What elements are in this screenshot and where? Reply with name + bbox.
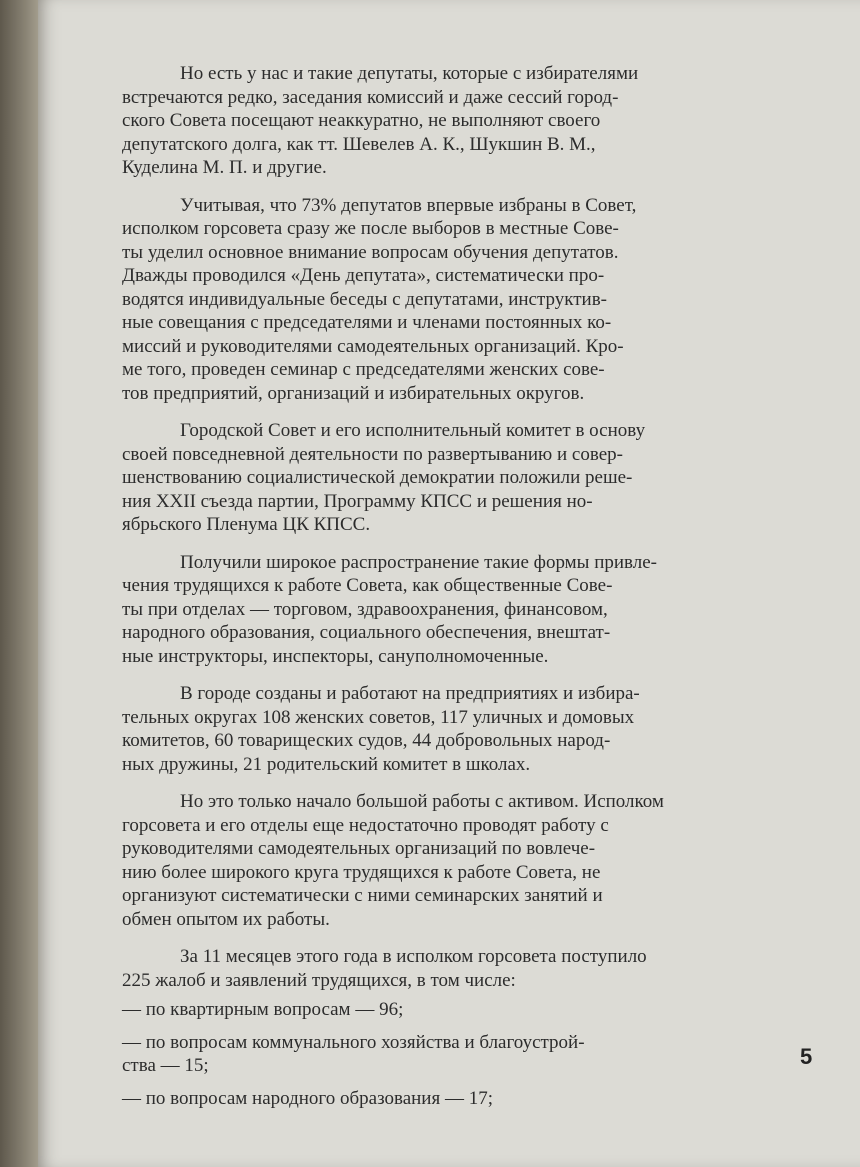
text-line: народного образования, социального обеспечения, внештат- — [122, 622, 611, 643]
text-line: — по квартирным вопросам — 96; — [122, 999, 404, 1020]
text-line: тов предприятий, организаций и избирательных округов. — [122, 382, 585, 404]
text-line: шенствованию социалистической демократии положили реше- — [122, 467, 633, 488]
text-line: руководителями самодеятельных организаций по вовлече- — [122, 838, 596, 859]
text-line: ства — 15; — [122, 1055, 209, 1076]
text-line: ные совещания с председателями и членами постоянных ко- — [122, 312, 612, 333]
text-line: ябрьского Пленума ЦК КПСС. — [122, 514, 371, 535]
text-line: ты уделил основное внимание вопросам обучения депутатов. — [122, 241, 619, 263]
complaints-list — [122, 998, 812, 1110]
paragraph — [122, 62, 812, 180]
text-line: — по вопросам коммунального хозяйства и благоустрой- — [122, 1031, 585, 1053]
text-line: Получили широкое распространение такие формы привле- — [180, 551, 657, 573]
text-line: депутатского долга, как тт. Шевелев А. К., Шукшин В. М., — [122, 133, 596, 155]
text-line: Дважды проводился «День депутата», систематически про- — [122, 265, 605, 286]
text-line: ского Совета посещают неаккуратно, не выполняют своего — [122, 110, 601, 131]
text-line: тельных округах 108 женских советов, 117 уличных и домовых — [122, 706, 635, 728]
text-line: водятся индивидуальные беседы с депутатами, инструктив- — [122, 288, 607, 310]
text-line: исполком горсовета сразу же после выборов в местные Сове- — [122, 218, 619, 239]
list-item — [122, 1031, 812, 1078]
text-line: Куделина М. П. и другие. — [122, 157, 327, 178]
paragraph — [122, 419, 812, 537]
text-line: В городе созданы и работают на предприятиях и избира- — [180, 683, 640, 704]
text-line: обмен опытом их работы. — [122, 908, 330, 930]
text-line: ных дружины, 21 родительский комитет в школах. — [122, 753, 531, 775]
book-spine-shadow — [0, 0, 38, 1167]
text-line: комитетов, 60 товарищеских судов, 44 добровольных народ- — [122, 730, 611, 751]
text-line: За 11 месяцев этого года в исполком горсовета поступило — [180, 946, 647, 967]
page-number: 5 — [800, 1044, 813, 1069]
text-line: миссий и руководителями самодеятельных организаций. Кро- — [122, 335, 624, 357]
text-line: чения трудящихся к работе Совета, как общественные Сове- — [122, 575, 613, 596]
text-line: ты при отделах — торговом, здравоохранения, финансовом, — [122, 598, 608, 620]
paragraph — [122, 551, 812, 669]
text-line: ме того, проведен семинар с председателями женских сове- — [122, 359, 605, 380]
text-line: Городской Совет и его исполнительный комитет в основу — [180, 420, 646, 441]
text-line: встречаются редко, заседания комиссий и даже сессий город- — [122, 86, 619, 108]
text-line: Но есть у нас и такие депутаты, которые с избирателями — [180, 63, 639, 84]
list-item — [122, 998, 812, 1022]
book-page — [38, 0, 860, 1167]
text-line: организуют систематически с ними семинарских занятий и — [122, 885, 603, 906]
paragraph — [122, 682, 812, 776]
paragraph — [122, 790, 812, 931]
text-line: — по вопросам народного образования — 17; — [122, 1087, 493, 1109]
text-line: ные инструкторы, инспекторы, сануполномоченные. — [122, 645, 549, 667]
text-line: Но это только начало большой работы с активом. Исполком — [180, 791, 664, 812]
text-line: 225 жалоб и заявлений трудящихся, в том числе: — [122, 969, 516, 991]
list-item — [122, 1087, 812, 1111]
page-text — [122, 62, 812, 1119]
paragraph — [122, 194, 812, 406]
text-line: своей повседневной деятельности по развертыванию и совер- — [122, 443, 623, 465]
paragraph — [122, 945, 812, 992]
text-line: нию более широкого круга трудящихся к работе Совета, не — [122, 861, 601, 883]
text-line: ния XXII съезда партии, Программу КПСС и решения но- — [122, 490, 593, 512]
text-line: Учитывая, что 73% депутатов впервые избраны в Совет, — [180, 194, 637, 216]
text-line: горсовета и его отделы еще недостаточно проводят работу с — [122, 814, 609, 836]
